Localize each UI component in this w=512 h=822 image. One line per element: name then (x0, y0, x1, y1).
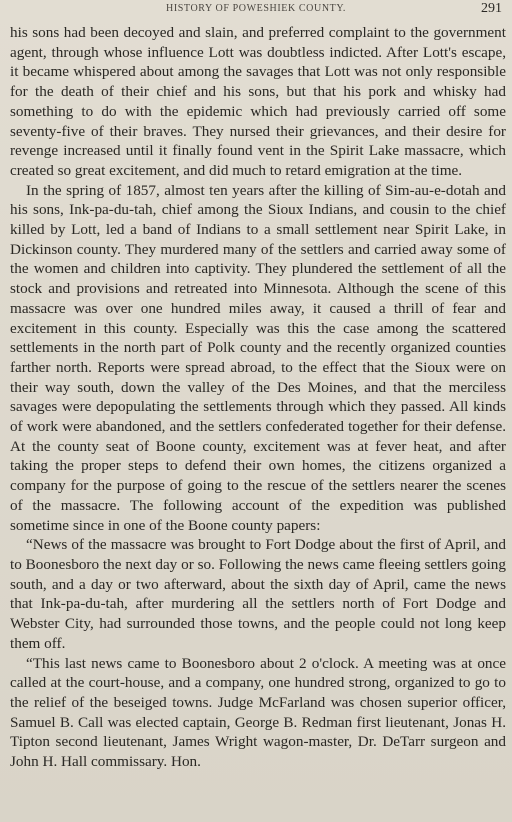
paragraph-continuation: his sons had been decoyed and slain, and preferred complaint to the government agent, through whose influence Lott was doubtless indicted. After Lott's escape, it became whispered about among the savages that Lott was not only responsible for the death of their chief and his sons, but that his pork and whisky had something to do with the epidemic which had previously carried off some seventy-five of their braves. They nursed their grievances, and their desire for revenge increased until it finally found vent in the Spirit Lake massacre, which created so great excitement, and did much to retard emigration at the time. (10, 24, 506, 179)
paragraph-quote-news: “News of the massacre was brought to Fort Dodge about the first of April, and to Boonesboro the next day or so. Following the news came fleeing settlers going south, and a day or two afterward, about the sixth day of April, came the news that Ink-pa-du-tah, after murdering all the settlers north of Fort Dodge and Webster City, had surrounded those towns, and the people could not long keep them off. (10, 536, 506, 652)
page-header (0, 0, 512, 22)
page-number: 291 (481, 1, 502, 16)
body-text (10, 23, 506, 772)
paragraph-quote-boonesboro: “This last news came to Boonesboro about 2 o'clock. A meeting was at once called at the court-house, and a company, one hundred strong, organized to go to the relief of the beseiged towns. Judge McFarland was chosen superior officer, Samuel B. Call was elected captain, George B. Redman first lieutenant, Jonas H. Tipton second lieutenant, James Wright wagon-master, Dr. DeTarr surgeon and John H. Hall commissary. Hon. (10, 654, 506, 771)
paragraph-spirit-lake: In the spring of 1857, almost ten years after the killing of Sim-au-e-dotah and his sons, Ink-pa-du-tah, chief among the Sioux Indians, and cousin to the chief killed by Lott, led a band of Indians to a small settlement near Spirit Lake, in Dickinson county. They murdered many of the settlers and carried away some of the women and children into captivity. They plundered the settlement of all the stock and provisions and retreated into Minnesota. Although the scene of this massacre was over one hundred miles away, it caused a thrill of fear and excitement in this county. Especially was this the case among the scattered settlements in the north part of Polk county and the recently organized counties farther north. Reports were spread abroad, to the effect that the Sioux were on their way south, down the valley of the Des Moines, and that the merciless savages were depopulating the settlements through which they passed. All kinds of work were abandoned, and the settlers confederated together for their defense. At the county seat of Boone county, excitement was at fever heat, and after taking the proper steps to defend their own homes, the citizens organized a company for the purpose of going to the rescue of the settlers nearer the scenes of the massacre. The following account of the expedition was published sometime since in one of the Boone county papers: (10, 181, 506, 534)
running-head: HISTORY OF POWESHIEK COUNTY. (166, 3, 346, 14)
